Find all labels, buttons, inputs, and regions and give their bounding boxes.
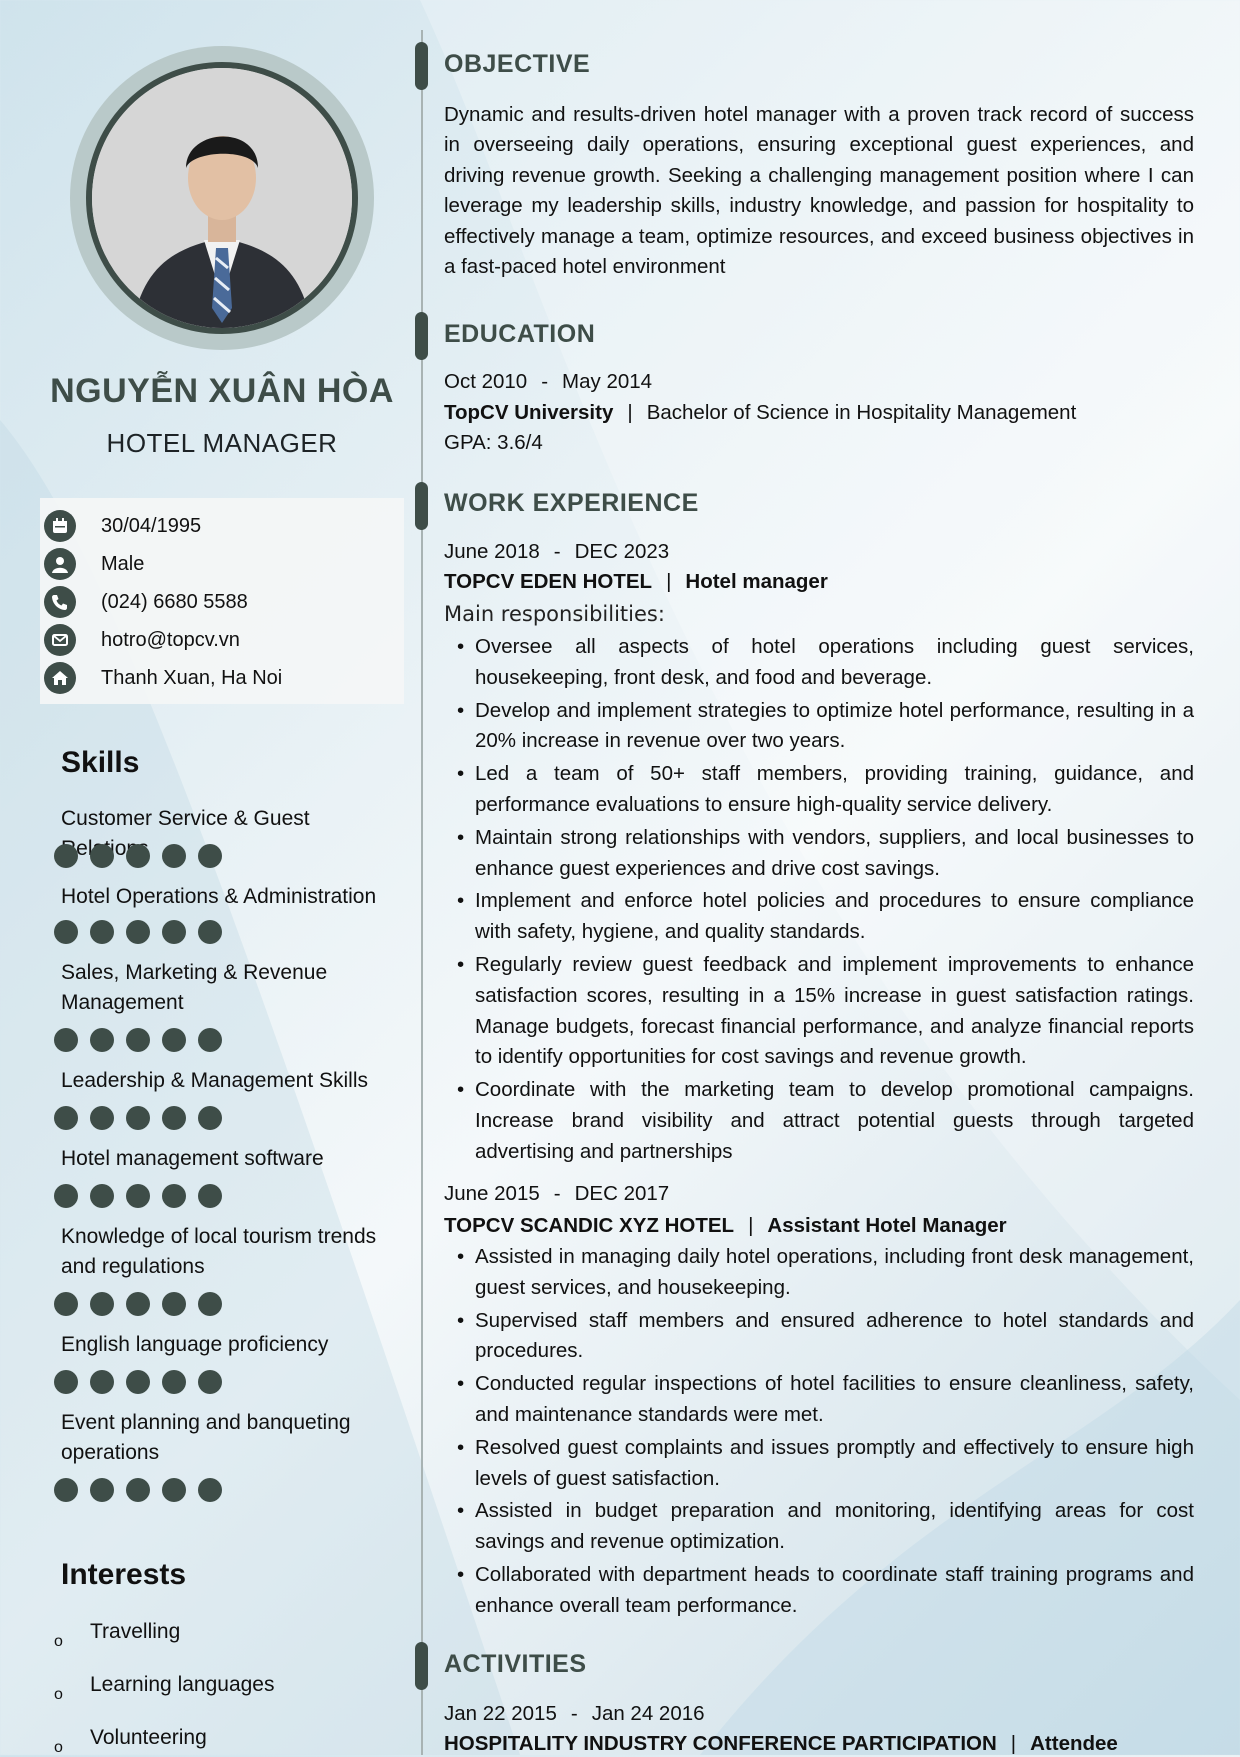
skill-name: Sales, Marketing & Revenue Management	[61, 961, 328, 1014]
skill-rating	[54, 920, 234, 944]
skill-name: Leadership & Management Skills	[61, 1069, 369, 1092]
job-company: TOPCV EDEN HOTEL	[444, 570, 653, 593]
activity-event: HOSPITALITY INDUSTRY CONFERENCE PARTICIPATION	[444, 1732, 997, 1755]
skill-name: Customer Service & Guest	[61, 807, 310, 830]
skill-name: Hotel management software	[61, 1147, 324, 1170]
activity-role: Attendee	[1030, 1732, 1118, 1755]
contact-phone: (024) 6680 5588	[101, 591, 248, 613]
work-heading: WORK EXPERIENCE	[444, 489, 699, 517]
contact-row-birthdate	[40, 510, 404, 542]
profile-photo-illustration	[92, 68, 352, 328]
interests-heading: Interests	[61, 1558, 187, 1591]
phone-icon	[44, 586, 76, 618]
contact-row-email	[40, 624, 404, 656]
contact-row-address	[40, 662, 404, 694]
contact-birthdate: 30/04/1995	[101, 515, 202, 537]
contact-email: hotro@topcv.vn	[101, 629, 240, 651]
job-company: TOPCV SCANDIC XYZ HOTEL	[444, 1214, 735, 1237]
objective-text: Dynamic and results-driven hotel manager with a proven track record of success in overseeing daily operations, ensuring exceptional guest experiences, and driving revenue growth. Seeking a challenging management position where I can leverage my leadership skills, industry knowledge, and passion for hospitality to effectively manage a team, optimize resources, and exceed business objectives in a fast-paced hotel environment	[444, 103, 1194, 279]
list-item: • Maintain strong relationships with vendors, suppliers, and local businesses to enhance guest experiences and drive cost savings.	[444, 823, 1194, 885]
list-item: • Led a team of 50+ staff members, providing training, guidance, and performance evaluations to ensure high-quality service delivery.	[444, 759, 1194, 821]
section-marker	[415, 42, 428, 90]
list-item: • Collaborated with department heads to coordinate staff training programs and enhance overall team performance.	[444, 1560, 1194, 1622]
section-marker	[415, 312, 428, 360]
skill-name: Event planning and banqueting operations	[61, 1411, 351, 1464]
contact-info	[40, 498, 404, 704]
activity-dates: Jan 22 2015 - Jan 24 2016	[444, 1702, 705, 1725]
home-icon	[44, 662, 76, 694]
job-role: Assistant Hotel Manager	[767, 1214, 1007, 1237]
skill-name: Knowledge of local tourism trends and regulations	[61, 1225, 377, 1278]
job-role: Hotel manager	[685, 570, 828, 593]
skill-rating	[54, 844, 234, 868]
skill-rating	[54, 1292, 234, 1316]
skill-name: Hotel Operations & Administration	[61, 885, 377, 908]
list-item: • Oversee all aspects of hotel operations including guest services, housekeeping, front desk, and food and beverage.	[444, 632, 1194, 694]
education-dates: Oct 2010 - May 2014	[444, 370, 653, 393]
education-heading: EDUCATION	[444, 320, 596, 348]
avatar	[86, 62, 358, 334]
list-item: • Assisted in managing daily hotel operations, including front desk management, guest services, and housekeeping.	[444, 1242, 1194, 1304]
skills-heading: Skills	[61, 746, 140, 779]
activity-title-line: HOSPITALITY INDUSTRY CONFERENCE PARTICIPATION | Attendee	[444, 1732, 1118, 1755]
skill-rating	[54, 1478, 234, 1502]
contact-row-gender	[40, 548, 404, 580]
skill-name: English language proficiency	[61, 1333, 329, 1356]
skill-rating	[54, 1028, 234, 1052]
list-item: • Supervised staff members and ensured adherence to hotel standards and procedures.	[444, 1306, 1194, 1368]
education-school: TopCV University	[444, 401, 614, 424]
candidate-name: NGUYỄN XUÂN HÒA	[50, 372, 394, 410]
sidebar	[0, 0, 420, 1755]
person-icon	[44, 548, 76, 580]
calendar-icon	[44, 510, 76, 542]
list-item: • Conducted regular inspections of hotel facilities to ensure cleanliness, safety, and maintenance standards were met.	[444, 1369, 1194, 1431]
job-responsibilities	[444, 632, 1194, 1170]
interest-item: o Volunteering	[54, 1726, 207, 1756]
activities-heading: ACTIVITIES	[444, 1650, 587, 1678]
list-item: • Assisted in budget preparation and monitoring, identifying areas for cost savings and revenue optimization.	[444, 1496, 1194, 1558]
job-title-line: TOPCV SCANDIC XYZ HOTEL | Assistant Hotel Manager	[444, 1214, 1007, 1237]
list-item: • Develop and implement strategies to optimize hotel performance, resulting in a 20% increase in revenue over two years.	[444, 696, 1194, 758]
job-title-line: TOPCV EDEN HOTEL | Hotel manager	[444, 570, 828, 593]
job-responsibilities	[444, 1242, 1194, 1624]
skill-rating	[54, 1184, 234, 1208]
job-dates: June 2018 - DEC 2023	[444, 540, 670, 563]
job-dates: June 2015 - DEC 2017	[444, 1182, 670, 1205]
skill-rating	[54, 1370, 234, 1394]
education-gpa: GPA: 3.6/4	[444, 431, 543, 454]
skill-rating	[54, 1106, 234, 1130]
contact-gender: Male	[101, 553, 145, 575]
list-item: • Implement and enforce hotel policies and procedures to ensure compliance with safety, hygiene, and quality standards.	[444, 886, 1194, 948]
candidate-title: HOTEL MANAGER	[106, 428, 338, 458]
job-intro: Main responsibilities:	[444, 602, 665, 626]
list-item: • Regularly review guest feedback and implement improvements to enhance satisfaction scores, resulting in a 15% increase in guest satisfaction ratings. Manage budgets, forecast financial performance, and analyze financial reports to identify opportunities for cost savings and revenue growth.	[444, 950, 1194, 1073]
education-degree: Bachelor of Science in Hospitality Management	[646, 401, 1077, 424]
objective-heading: OBJECTIVE	[444, 50, 591, 78]
interest-item: o Learning languages	[54, 1673, 275, 1703]
contact-row-phone	[40, 586, 404, 618]
contact-address: Thanh Xuan, Ha Noi	[101, 667, 283, 689]
section-marker	[415, 1642, 428, 1690]
list-item: • Resolved guest complaints and issues promptly and effectively to ensure high levels of guest satisfaction.	[444, 1433, 1194, 1495]
mail-icon	[44, 624, 76, 656]
timeline-line	[421, 30, 423, 1755]
education-school-line: TopCV University | Bachelor of Science in Hospitality Management	[444, 401, 1077, 424]
interest-item: o Travelling	[54, 1620, 181, 1650]
list-item: • Coordinate with the marketing team to develop promotional campaigns. Increase brand visibility and attract potential guests through targeted advertising and partnerships	[444, 1075, 1194, 1167]
section-marker	[415, 482, 428, 530]
